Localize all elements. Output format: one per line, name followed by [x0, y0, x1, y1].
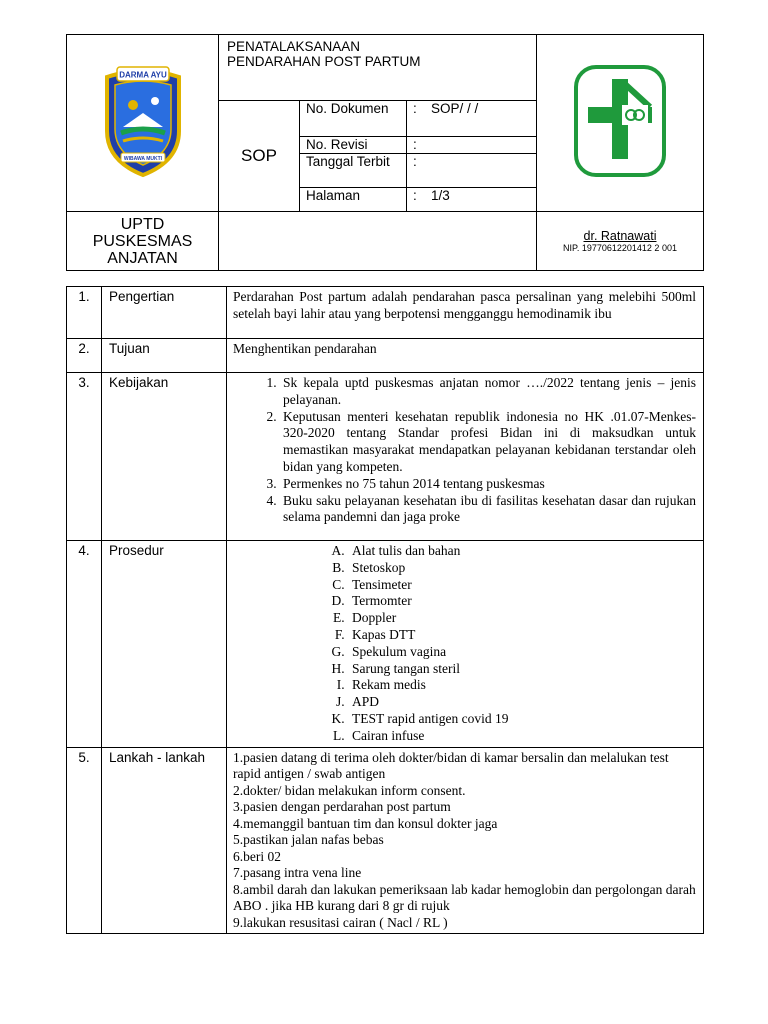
list-item: C. Tensimeter: [348, 577, 696, 594]
meta-row: [300, 101, 536, 136]
signer-nip: NIP. 19770612201412 2 001: [563, 243, 677, 253]
section-content: [227, 747, 704, 934]
step-item: 3.pasien dengan perdarahan post partum: [233, 799, 451, 815]
section-number: 3.: [67, 373, 102, 541]
document-meta-table: [300, 101, 536, 211]
section-label: Lankah - lankah: [102, 747, 227, 934]
step-item: 5.pastikan jalan nafas bebas: [233, 832, 384, 848]
section-number: 2.: [67, 339, 102, 373]
list-item: A. Alat tulis dan bahan: [348, 543, 696, 560]
title-line-2: PENDARAHAN POST PARTUM: [227, 54, 421, 69]
sop-content-table: [66, 286, 704, 934]
section-row: [67, 541, 704, 748]
list-item: H. Sarung tangan steril: [348, 661, 696, 678]
step-item: 2.dokter/ bidan melakukan inform consent.: [233, 782, 466, 798]
step-item: 9.lakukan resusitasi cairan ( Nacl / RL ): [233, 914, 448, 930]
section-label: Pengertian: [102, 287, 227, 339]
list-item: I. Rekam medis: [348, 677, 696, 694]
sop-label: SOP: [219, 101, 300, 212]
step-item: 6.beri 02: [233, 848, 281, 864]
meta-label: No. Dokumen: [300, 101, 407, 136]
list-item: J. APD: [348, 694, 696, 711]
list-item: B. Stetoskop: [348, 560, 696, 577]
section-label: Kebijakan: [102, 373, 227, 541]
meta-value: :: [407, 136, 537, 153]
list-item: D. Termomter: [348, 593, 696, 610]
meta-value: : 1/3: [407, 187, 537, 211]
section-number: 4.: [67, 541, 102, 748]
puskesmas-logo-icon: [574, 65, 666, 177]
meta-label: No. Revisi: [300, 136, 407, 153]
meta-row: [300, 187, 536, 211]
title-line-1: PENATALAKSANAAN: [227, 39, 361, 54]
list-item: 2. Keputusan menteri kesehatan republik indonesia no HK .01.07-Menkes-320-2020 tentang Standar profesi Bidan ini di maksudkan untuk memastikan masyarakat mendapatkan pelayanan kebidanan terstandar oleh bidan yang kompeten.: [280, 409, 696, 476]
list-item: G. Spekulum vagina: [348, 644, 696, 661]
document-meta-cell: [300, 101, 537, 212]
signature-block: [537, 212, 704, 271]
equipment-list: [233, 543, 696, 745]
signer-name: dr. Ratnawati: [583, 229, 657, 243]
section-row: [67, 339, 704, 373]
meta-value: : SOP/ / /: [407, 101, 537, 136]
left-logo-cell: [67, 35, 219, 212]
meta-row: [300, 153, 536, 187]
section-row: [67, 747, 704, 934]
list-item: 4. Buku saku pelayanan kesehatan ibu di fasilitas kesehatan dasar dan rujukan selama pandemni dan jaga proke: [280, 493, 696, 527]
policy-list: [233, 375, 696, 526]
meta-label: Tanggal Terbit: [300, 153, 407, 187]
list-item: F. Kapas DTT: [348, 627, 696, 644]
section-content: Menghentikan pendarahan: [227, 339, 704, 373]
section-number: 5.: [67, 747, 102, 934]
section-number: 1.: [67, 287, 102, 339]
section-content: Perdarahan Post partum adalah pendarahan pasca persalinan yang melebihi 500ml setelah bayi lahir atau yang berpotensi mengganggu hemodinamik ibu: [227, 287, 704, 339]
darma-ayu-emblem-icon: [93, 61, 193, 181]
list-item: L. Cairan infuse: [348, 728, 696, 745]
svg-text:DARMA AYU: DARMA AYU: [118, 70, 167, 80]
step-item: 1.pasien datang di terima oleh dokter/bidan di kamar bersalin dan melalukan test rapid antigen / swab antigen: [233, 749, 669, 782]
section-label: Prosedur: [102, 541, 227, 748]
section-label: Tujuan: [102, 339, 227, 373]
section-row: [67, 287, 704, 339]
section-content: [227, 373, 704, 541]
list-item: 3. Permenkes no 75 tahun 2014 tentang puskesmas: [280, 476, 696, 493]
step-item: 4.memanggil bantuan tim dan konsul dokter jaga: [233, 815, 498, 831]
step-item: 7.pasang intra vena line: [233, 865, 362, 881]
document-title: [219, 35, 537, 101]
meta-label: Halaman: [300, 187, 407, 211]
section-content: [227, 541, 704, 748]
blank-cell: [219, 212, 537, 271]
section-row: [67, 373, 704, 541]
organization-name: UPTD PUSKESMAS ANJATAN: [67, 212, 219, 271]
right-logo-cell: [537, 35, 704, 212]
list-item: E. Doppler: [348, 610, 696, 627]
step-item: 8.ambil darah dan lakukan pemeriksaan lab kadar hemoglobin dan pergolongan darah ABO . jika HB kurang dari 8 gr di rujuk: [233, 881, 696, 914]
list-item: K. TEST rapid antigen covid 19: [348, 711, 696, 728]
svg-text:WIBAWA MUKTI: WIBAWA MUKTI: [123, 156, 162, 162]
meta-value: :: [407, 153, 537, 187]
sop-header-table: [66, 34, 704, 271]
list-item: 1. Sk kepala uptd puskesmas anjatan nomor …./2022 tentang jenis – jenis pelayanan.: [280, 375, 696, 409]
meta-row: [300, 136, 536, 153]
